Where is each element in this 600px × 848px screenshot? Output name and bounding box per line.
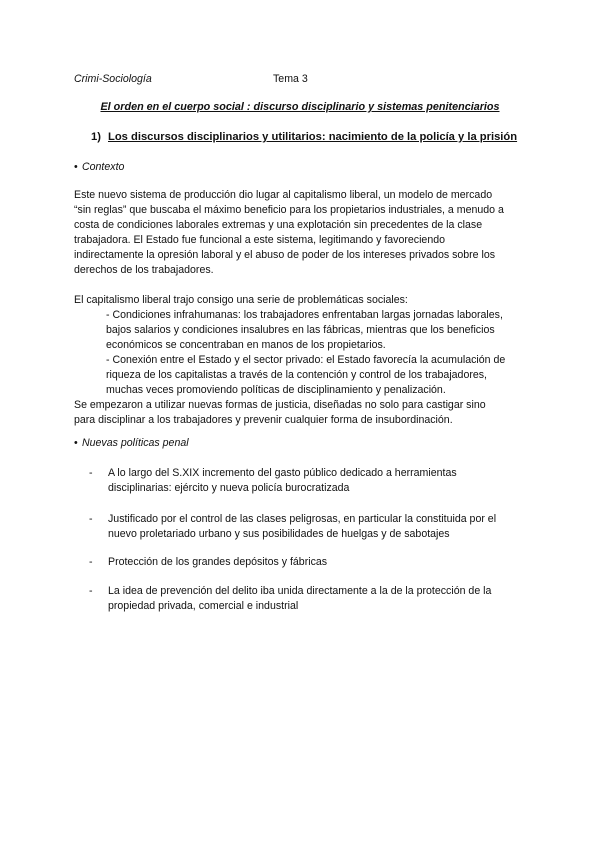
paragraph-line: - Conexión entre el Estado y el sector privado: el Estado favorecía la acumulación de xyxy=(106,354,506,366)
dash-marker: - xyxy=(89,556,93,568)
paragraph-line: para disciplinar a los trabajadores y prevenir cualquier forma de insubordinación. xyxy=(74,414,453,426)
header-topic: Tema 3 xyxy=(273,73,308,85)
nuevas-heading xyxy=(74,436,189,451)
list-item-line: Justificado por el control de las clases peligrosas, en particular la constituida por el xyxy=(108,513,497,525)
nuevas-label: Nuevas políticas penal xyxy=(82,437,189,449)
contexto-paragraph-2 xyxy=(74,293,534,428)
section-title: Los discursos disciplinarios y utilitarios: nacimiento de la policía y la prisión xyxy=(108,131,518,143)
list-item-line: A lo largo del S.XIX incremento del gasto público dedicado a herramientas xyxy=(108,467,457,479)
list-item-line: propiedad privada, comercial e industrial xyxy=(108,600,299,612)
dash-marker: - xyxy=(89,513,93,525)
list-item xyxy=(89,512,529,542)
list-item-line: disciplinarias: ejército y nueva policía burocratizada xyxy=(108,482,350,494)
paragraph-line: - Condiciones infrahumanas: los trabajadores enfrentaban largas jornadas laborales, xyxy=(106,309,503,321)
paragraph-line: “sin reglas” que buscaba el máximo beneficio para los propietarios industriales, a menudo a xyxy=(74,204,504,216)
paragraph-line: El capitalismo liberal trajo consigo una serie de problemáticas sociales: xyxy=(74,294,408,306)
dash-marker: - xyxy=(89,585,93,597)
contexto-paragraph-1 xyxy=(74,188,534,278)
contexto-label: Contexto xyxy=(82,161,125,173)
list-item xyxy=(89,584,529,614)
list-item xyxy=(89,555,529,570)
bullet-icon: • xyxy=(74,437,78,449)
bullet-icon: • xyxy=(74,161,78,173)
section-heading xyxy=(91,130,517,145)
header-subject: Crimi-Sociología xyxy=(74,73,152,85)
paragraph-line: bajos salarios y condiciones insalubres en las fábricas, mientras que los beneficios xyxy=(106,324,495,336)
paragraph-line: Se empezaron a utilizar nuevas formas de justicia, diseñadas no solo para castigar sino xyxy=(74,399,486,411)
paragraph-line: indirectamente la opresión laboral y el abuso de poder de los intereses privados sobre los xyxy=(74,249,496,261)
paragraph-line: costa de condiciones laborales extremas y una explotación sin precedentes de la clase xyxy=(74,219,483,231)
paragraph-line: riqueza de los capitalistas a través de la contención y control de los trabajadores, xyxy=(106,369,488,381)
list-item-line: La idea de prevención del delito iba unida directamente a la de la protección de la xyxy=(108,585,492,597)
list-item-line: Protección de los grandes depósitos y fábricas xyxy=(108,556,328,568)
section-number: 1) xyxy=(91,131,101,143)
paragraph-line: muchas veces promoviendo políticas de disciplinamiento y penalización. xyxy=(106,384,446,396)
paragraph-line: trabajadora. El Estado fue funcional a este sistema, legitimando y favoreciendo xyxy=(74,234,445,246)
dash-marker: - xyxy=(89,467,93,479)
paragraph-line: económicos se concentraban en manos de los propietarios. xyxy=(106,339,386,351)
document-title: El orden en el cuerpo social : discurso disciplinario y sistemas penitenciarios xyxy=(100,101,500,113)
paragraph-line: Este nuevo sistema de producción dio lugar al capitalismo liberal, un modelo de mercado xyxy=(74,189,493,201)
list-item-line: nuevo proletariado urbano y sus posibilidades de huelgas y de sabotajes xyxy=(108,528,450,540)
contexto-heading xyxy=(74,160,124,175)
list-item xyxy=(89,466,529,496)
paragraph-line: derechos de los trabajadores. xyxy=(74,264,214,276)
